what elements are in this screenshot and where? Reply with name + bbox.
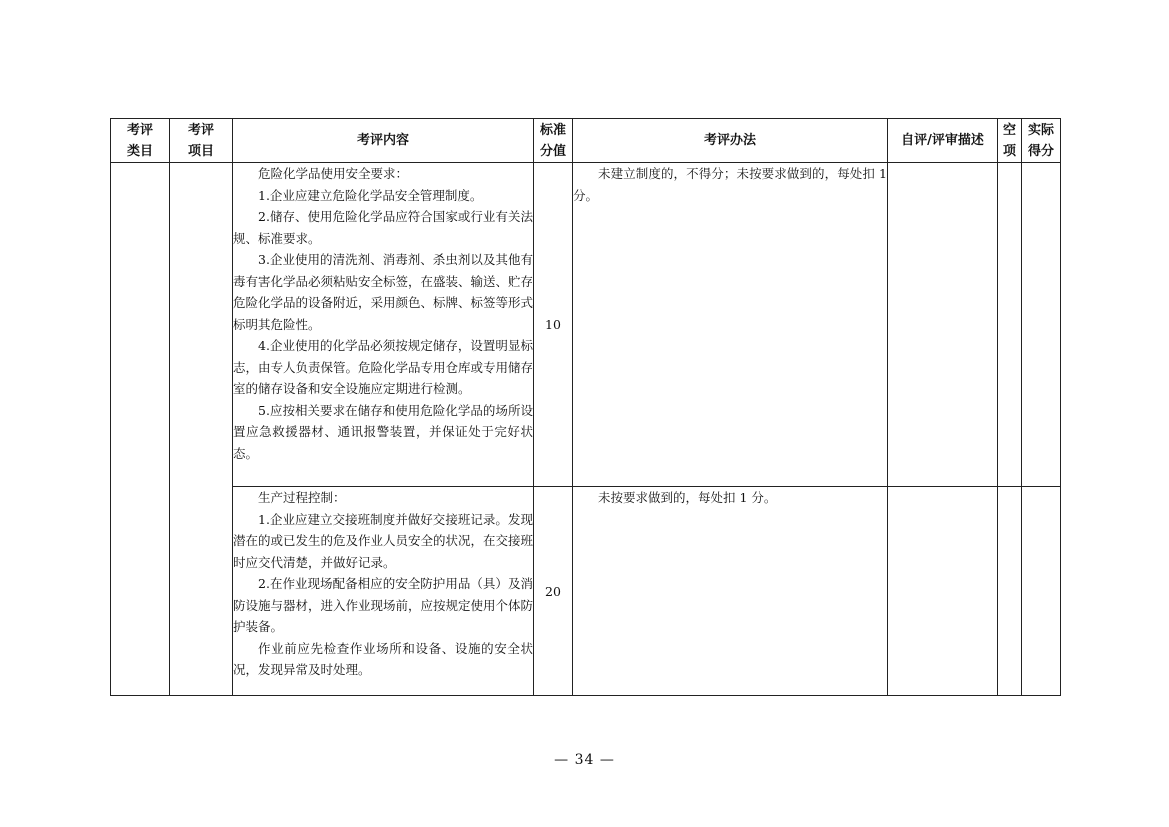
content-line: 1.企业应建立危险化学品安全管理制度。 xyxy=(258,187,483,203)
header-empty: 空 项 xyxy=(998,119,1022,163)
header-category: 考评 类目 xyxy=(111,119,170,163)
content-line: 2.在作业现场配备相应的安全防护用品（具）及消防设施与器材，进入作业现场前，应按规定使用个体防护装备。 xyxy=(233,576,534,634)
item-cell xyxy=(170,163,233,696)
score-cell: 10 xyxy=(534,163,573,487)
header-actual-score: 实际 得分 xyxy=(1022,119,1061,163)
empty-cell[interactable] xyxy=(998,487,1022,696)
header-item: 考评 项目 xyxy=(170,119,233,163)
actual-score-cell[interactable] xyxy=(1022,487,1061,696)
self-review-cell[interactable] xyxy=(888,163,998,487)
page-number: — 34 — xyxy=(554,752,615,768)
method-cell xyxy=(573,163,888,487)
method-cell xyxy=(573,487,888,696)
content-line: 5.应按相关要求在储存和使用危险化学品的场所设置应急救援器材、通讯报警装置，并保证处于完好状态。 xyxy=(233,402,533,461)
evaluation-table xyxy=(110,118,1061,696)
method-text: 未按要求做到的，每处扣 1 分。 xyxy=(598,490,777,505)
empty-cell[interactable] xyxy=(998,163,1022,487)
header-row xyxy=(111,119,1061,163)
content-line: 危险化学品使用安全要求： xyxy=(258,166,409,181)
content-line: 3.企业使用的清洗剂、消毒剂、杀虫剂以及其他有毒有害化学品必须粘贴安全标签，在盛装、输送、贮存危险化学品的设备附近，采用颜色、标牌、标签等形式标明其危险性。 xyxy=(233,252,534,332)
header-self-review: 自评/评审描述 xyxy=(888,119,998,163)
content-line: 1.企业应建立交接班制度并做好交接班记录。发现潜在的或已发生的危及作业人员安全的状况，在交接班时应交代清楚，并做好记录。 xyxy=(233,511,534,570)
actual-score-cell[interactable] xyxy=(1022,163,1061,487)
header-content: 考评内容 xyxy=(233,119,534,163)
content-line: 2.储存、使用危险化学品应符合国家或行业有关法规、标准要求。 xyxy=(233,209,533,246)
method-text: 未建立制度的，不得分；未按要求做到的，每处扣 1 分。 xyxy=(573,166,887,203)
score-cell: 20 xyxy=(534,487,573,696)
table-row xyxy=(111,163,1061,487)
content-line: 作业前应先检查作业场所和设备、设施的安全状况，发现异常及时处理。 xyxy=(233,640,533,677)
self-review-cell[interactable] xyxy=(888,487,998,696)
content-cell xyxy=(233,487,534,696)
header-score: 标准 分值 xyxy=(534,119,573,163)
header-method: 考评办法 xyxy=(573,119,888,163)
category-cell xyxy=(111,163,170,696)
content-cell xyxy=(233,163,534,487)
table-row xyxy=(111,487,1061,696)
content-line: 4.企业使用的化学品必须按规定储存，设置明显标志，由专人负责保管。危险化学品专用仓库或专用储存室的储存设备和安全设施应定期进行检测。 xyxy=(233,338,534,396)
content-line: 生产过程控制： xyxy=(258,490,346,505)
